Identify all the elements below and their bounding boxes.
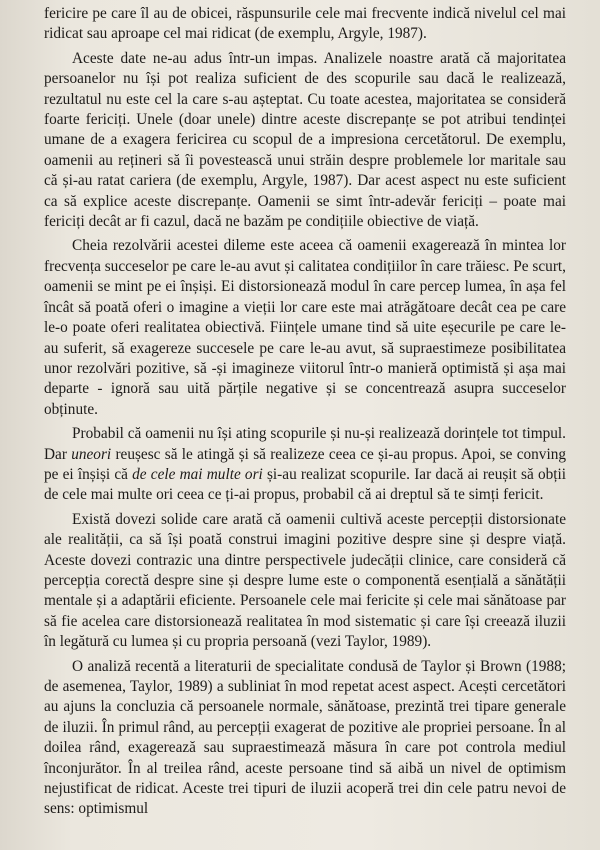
text-run: Probabil că oamenii nu își ating scopurile și nu-și realizează dorințele tot timpul. Dar — [44, 425, 566, 463]
text-run: Aceste date ne-au adus într-un impas. Analizele noastre arată că majoritatea persoanelor nu își pot realiza suficient de des scopurile sau dacă le realizează, rezultatul nu este cel la care s-au așteptat. Cu toate acestea, majoritatea se consideră foarte fericiți. Unele (doar unele) dintre aceste discrepanțe se pot atribui tendinței umane de a exagera fericirea cu scopul de a impresiona cercetătorul. De exemplu, oamenii au rețineri să îi povestească unui străin despre problemele lor maritale sau că și-au ratat cariera (de exemplu, Argyle, 1987). Dar acest aspect nu este suficient ca să explice aceste discrepanțe. Oamenii se simt într-adevăr fericiți – poate mai fericiți decât ar fi cazul, dacă ne bazăm pe condițiile obiective de viață. — [44, 49, 566, 231]
text-run: Există dovezi solide care arată că oamenii cultivă aceste percepții distorsionate ale realității, ca să își poată construi imagini pozitive despre sine și despre viață. Aceste dovezi contrazic una dintre perspectivele judecății clinice, care consideră că percepția corectă despre sine și despre lume este o componentă esențială a sănătății mentale și a adaptării eficiente. Persoanele cele mai fericite și cele mai sănătoase par să fie acelea care distorsionează realitatea în mod sistematic și care își creează iluzii în legătură cu lumea și cu propria persoană (vezi Taylor, 1989). — [44, 510, 566, 651]
text-run: fericire pe care îl au de obicei, răspunsurile cele mai frecvente indică nivelul cel mai ridicat sau aproape cel mai ridicat (de exemplu, Argyle, 1987). — [44, 5, 566, 43]
text-run: și-au realizat scopurile. Iar dacă ai reușit să obții de cele mai multe ori ceea ce ți-ai propus, probabil că ai dreptul să te simți fericit. — [44, 465, 566, 504]
text-run: Cheia rezolvării acestei dileme este aceea că oamenii exagerează în mintea lor frecvența succeselor pe care le-au avut și calitatea condițiilor în care trăiesc. Pe scurt, oamenii se mint pe ei înșiși. Ei distorsionează modul în care percep lumea, în așa fel încât să poată oferi o imagine a vieții lor care este mai atrăgătoare decât cea pe care le-o poate oferi realitatea obiectivă. Ființele umane tind să uite eșecurile pe care le-au suferit, să exagereze succesele pe care le-au avut, să supraestimeze posibilitatea unor rezolvări pozitive, să -și imagineze viitorul într-o manieră optimistă și așa mai departe - ignoră sau uită părțile negative și se concentrează asupra succeselor obținute. — [44, 237, 566, 418]
paragraph — [44, 424, 566, 506]
paragraph — [44, 4, 566, 45]
paragraph — [44, 236, 566, 420]
italic-text: de cele mai multe ori — [132, 465, 263, 483]
paragraph — [44, 510, 566, 653]
text-run: reușesc să le atingă și să realizeze ceea ce și-au propus. Apoi, se conving pe ei înșiși că — [44, 445, 566, 483]
text-run: O analiză recentă a literaturii de specialitate condusă de Taylor și Brown (1988; de asemenea, Taylor, 1989) a subliniat în mod repetat acest aspect. Acești cercetători au ajuns la concluzia că persoanele normale, sănătoase, prezintă trei tipare generale de iluzii. În primul rând, au percepții exagerat de pozitive ale propriei persoane. În al doilea rând, exagerează sau supraestimează măsura în care pot controla mediul înconjurător. În al treilea rând, aceste persoane tind să aibă un nivel de optimism nejustificat de ridicat. Aceste trei tipuri de iluzii acoperă trei din cele patru nevoi de sens: optimismul — [44, 657, 566, 818]
body-text — [44, 4, 566, 820]
paragraph — [44, 49, 566, 233]
italic-text: uneori — [71, 445, 112, 463]
paragraph — [44, 657, 566, 820]
